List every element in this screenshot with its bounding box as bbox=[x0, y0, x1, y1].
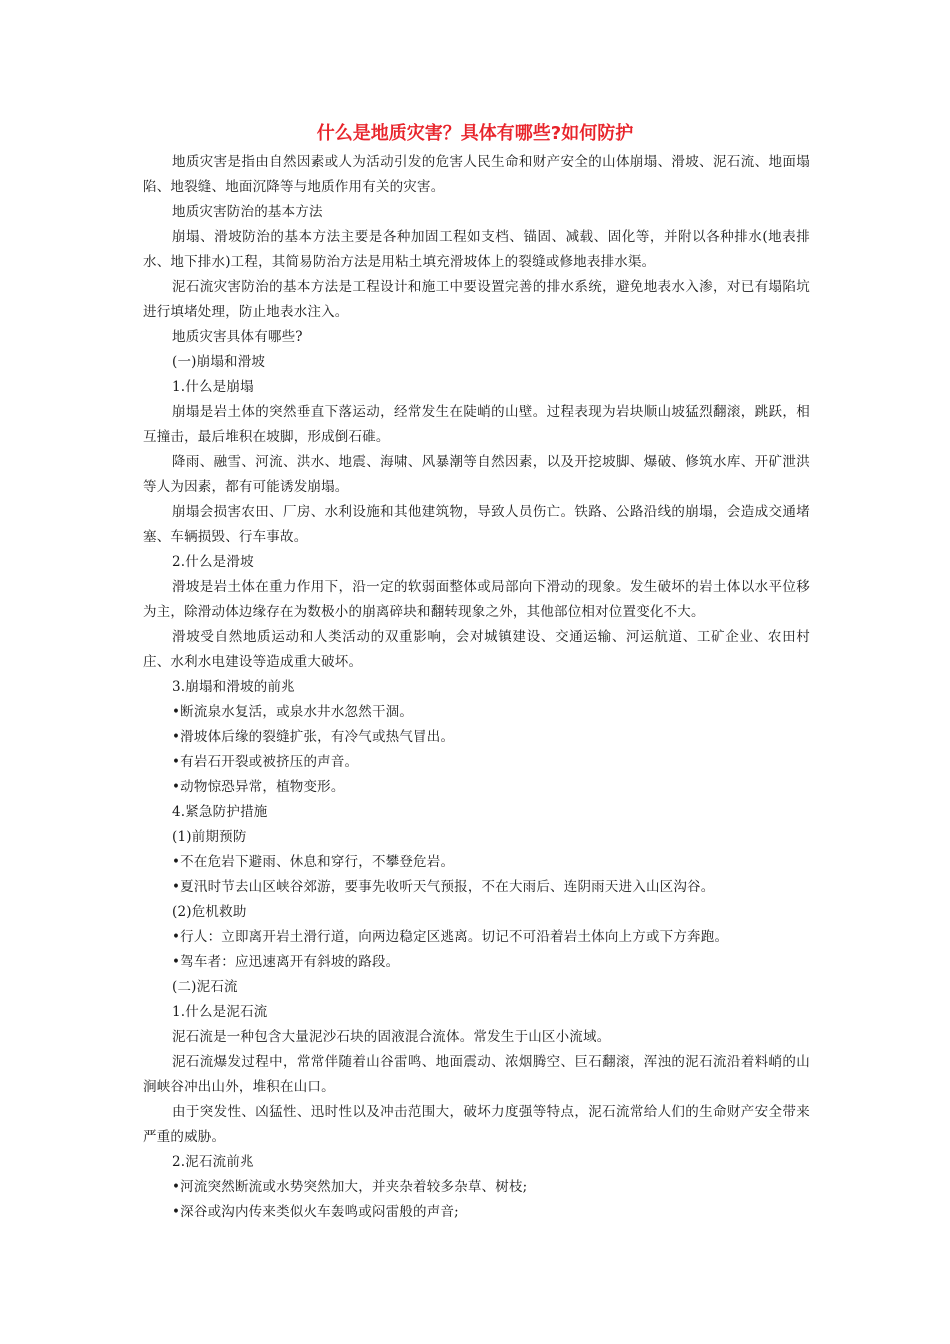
paragraph: •不在危岩下避雨、休息和穿行，不攀登危岩。 bbox=[172, 854, 455, 870]
paragraph: 泥石流爆发过程中，常常伴随着山谷雷鸣、地面震动、浓烟腾空、巨石翻滚，浑浊的泥石流沿着料峭的山涧峡谷冲出山外，堆积在山口。 bbox=[143, 1054, 810, 1095]
document-body bbox=[143, 150, 810, 1225]
paragraph: •行人：立即离开岩土滑行道，向两边稳定区逃离。切记不可沿着岩土体向上方或下方奔跑。 bbox=[172, 929, 729, 945]
paragraph: 地质灾害防治的基本方法 bbox=[172, 204, 323, 220]
paragraph: 2.什么是滑坡 bbox=[172, 554, 254, 570]
paragraph: 2.泥石流前兆 bbox=[172, 1154, 254, 1170]
paragraph: 崩塌、滑坡防治的基本方法主要是各种加固工程如支档、锚固、减载、固化等，并附以各种排水(地表排水、地下排水)工程，其简易防治方法是用粘土填充滑坡体上的裂缝或修地表排水渠。 bbox=[143, 229, 810, 270]
paragraph: •有岩石开裂或被挤压的声音。 bbox=[172, 754, 359, 770]
paragraph: (二)泥石流 bbox=[172, 979, 238, 995]
paragraph: 降雨、融雪、河流、洪水、地震、海啸、风暴潮等自然因素，以及开挖坡脚、爆破、修筑水库、开矿泄洪等人为因素，都有可能诱发崩塌。 bbox=[143, 454, 810, 495]
paragraph: 3.崩塌和滑坡的前兆 bbox=[172, 679, 295, 695]
paragraph: 泥石流是一种包含大量泥沙石块的固液混合流体。常发生于山区小流域。 bbox=[172, 1029, 611, 1045]
paragraph: 滑坡是岩土体在重力作用下，沿一定的软弱面整体或局部向下滑动的现象。发生破坏的岩土体以水平位移为主，除滑动体边缘存在为数极小的崩离碎块和翻转现象之外，其他部位相对位置变化不大。 bbox=[143, 579, 810, 620]
paragraph: (一)崩塌和滑坡 bbox=[172, 354, 266, 370]
paragraph: 泥石流灾害防治的基本方法是工程设计和施工中要设置完善的排水系统，避免地表水入渗，对已有塌陷坑进行填堵处理，防止地表水注入。 bbox=[143, 279, 810, 320]
paragraph: 4.紧急防护措施 bbox=[172, 804, 268, 820]
paragraph: (2)危机救助 bbox=[172, 904, 247, 920]
paragraph: •深谷或沟内传来类似火车轰鸣或闷雷般的声音; bbox=[172, 1204, 459, 1220]
paragraph: •夏汛时节去山区峡谷郊游，要事先收听天气预报，不在大雨后、连阴雨天进入山区沟谷。 bbox=[172, 879, 715, 895]
paragraph: 地质灾害是指由自然因素或人为活动引发的危害人民生命和财产安全的山体崩塌、滑坡、泥石流、地面塌陷、地裂缝、地面沉降等与地质作用有关的灾害。 bbox=[143, 154, 810, 195]
paragraph: 崩塌会损害农田、厂房、水利设施和其他建筑物，导致人员伤亡。铁路、公路沿线的崩塌，会造成交通堵塞、车辆损毁、行车事故。 bbox=[143, 504, 810, 545]
paragraph: •驾车者：应迅速离开有斜坡的路段。 bbox=[172, 954, 400, 970]
paragraph: •河流突然断流或水势突然加大，并夹杂着较多杂草、树枝; bbox=[172, 1179, 528, 1195]
paragraph: (1)前期预防 bbox=[172, 829, 247, 845]
paragraph: 滑坡受自然地质运动和人类活动的双重影响，会对城镇建设、交通运输、河运航道、工矿企业、农田村庄、水利水电建设等造成重大破坏。 bbox=[143, 629, 810, 670]
paragraph: 崩塌是岩土体的突然垂直下落运动，经常发生在陡峭的山壁。过程表现为岩块顺山坡猛烈翻滚，跳跃，相互撞击，最后堆积在坡脚，形成倒石碓。 bbox=[143, 404, 810, 445]
paragraph: 1.什么是崩塌 bbox=[172, 379, 254, 395]
paragraph: •动物惊恐异常，植物变形。 bbox=[172, 779, 345, 795]
document-title: 什么是地质灾害？具体有哪些?如何防护 bbox=[316, 123, 634, 144]
paragraph: 1.什么是泥石流 bbox=[172, 1004, 268, 1020]
paragraph: 由于突发性、凶猛性、迅时性以及冲击范围大，破坏力度强等特点，泥石流常给人们的生命财产安全带来严重的威胁。 bbox=[143, 1104, 810, 1145]
paragraph: •断流泉水复活，或泉水井水忽然干涸。 bbox=[172, 704, 414, 720]
paragraph: •滑坡体后缘的裂缝扩张，有冷气或热气冒出。 bbox=[172, 729, 455, 745]
paragraph: 地质灾害具体有哪些? bbox=[172, 329, 303, 345]
